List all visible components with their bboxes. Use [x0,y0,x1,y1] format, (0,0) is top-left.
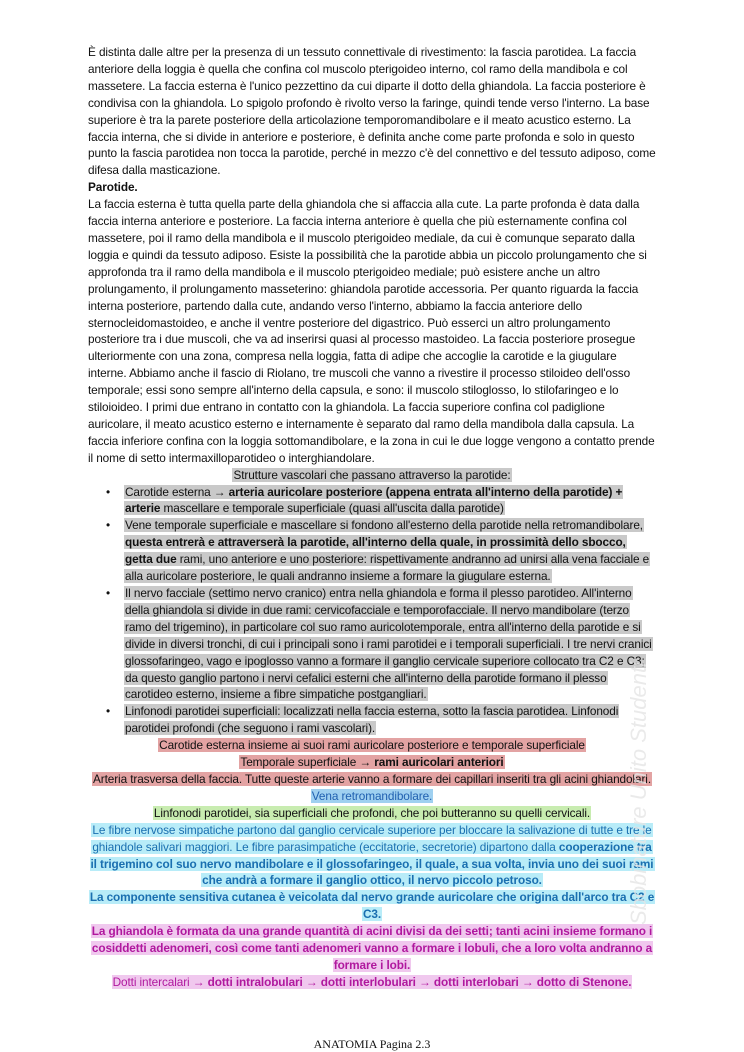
list-item [124,484,656,518]
red-line-3 [88,771,656,788]
intro-paragraph: È distinta dalle altre per la presenza di un tessuto connettivale di rivestimento: la fascia parotidea. La faccia anteriore della loggia è quella che confina col muscolo pterigoideo interno, col ramo della mandibola e col massetere. La faccia esterna è l'unico pezzettino da cui diparte il dotto della ghiandola. La faccia posteriore è condivisa con la ghiandola. Lo spigolo profondo è rivolto verso la faringe, quindi tende verso l'interno. La base superiore è tra la parete posteriore della articolazione temporomandibolare e il meato acustico esterno. La faccia interna, che si divide in anteriore e posteriore, è definita anche come parte profonda e solo in questo punto la fascia parotidea non tocca la parotide, perché in mezzo c'è del connettivo e del tessuto adiposo, come difesa dalla masticazione. [88,45,656,178]
list-item [124,585,656,703]
cyan-highlight: La componente sensitiva cutanea è veicolata dal nervo grande auricolare che origina dall'arco tra C2 e C3. [89,890,655,922]
list-item [124,703,656,737]
list-item-text: Carotide esterna → arteria auricolare posteriore (appena entrata all'interno della parotide) + arterie mascellare e temporale superficiale (quasi all'uscita dalla parotide) [125,484,623,516]
green-highlight: Linfonodi parotidei, sia superficiali che profondi, che poi butteranno su quelli cervicali. [153,805,591,820]
list-item-text: Linfonodi parotidei superficiali: localizzati nella faccia esterna, sotto la fascia parotidea. Linfonodi parotidei profondi (che seguono i rami vascolari). [125,704,619,736]
list-item [124,517,656,585]
parotide-paragraph: La faccia esterna è tutta quella parte della ghiandola che si affaccia alla cute. La parte profonda è data dalla faccia interna anteriore e posteriore. La faccia interna anteriore è quella che più esternamente confina col massetere, poi il ramo della mandibola e il muscolo pterigoideo mediale, da cui è comunque separato dalla loggia e quindi da tessuto adiposo. Esiste la possibilità che la parotide abbia un piccolo prolungamento che si approfonda tra il ramo della mandibola e il muscolo pterigoideo mediale; può esistere anche un altro prolungamento, il prolungamento masseterino: ghiandola parotide accessoria. Per quanto riguarda la faccia interna posteriore, partendo dalla cute, andando verso l'interno, abbiamo la faccia anteriore dello sternocleidomastoideo, e anche il ventre posteriore del digastrico. Può esserci un altro prolungamento posteriore tra i due muscoli, che va ad inserirsi quasi al processo mastoideo. La faccia posteriore prosegue ulteriormente con una zona, compresa nella loggia, fatta di adipe che accoglie la carotide e la giugulare interne. Abbiamo anche il fascio di Riolano, tre muscoli che vanno a rivestire il processo stiloideo dell'osso temporale; essi sono sempre all'interno della capsula, e sono: il muscolo stiloglosso, lo stilofaringeo e lo stiloioideo. I primi due entrano in contatto con la ghiandola. La faccia superiore confina col padiglione auricolare, il meato acustico esterno e internamente è separato dal ramo della mandibola dalla capsula. La faccia inferiore confina con la loggia sottomandibolare, e la zona in cui le due logge vengono a contatto prende il nome di setto intermaxilloparotideo o interghiandolare. [88,197,655,465]
red-line-2 [88,754,656,771]
list-item-text: Il nervo facciale (settimo nervo cranico) entra nella ghiandola e forma il plesso parotideo. All'interno della ghiandola si divide in due rami: cervicofacciale e temporofacciale. Il nervo mandibolare (terzo ramo del trigemino), in particolare col suo ramo auricolotemporale, entra all'interno della parotide e si divide in diversi tronchi, di cui i principali sono i rami parotidei e i temporali superficiali. I tre nervi cranici glossofaringeo, vago e ipoglosso vanno a formare il ganglio cervicale superiore collocato tra C2 e C3; da questo ganglio partono i nervi cefalici esterni che all'interno della parotide formano il plesso carotideo esterno, insieme a fibre simpatiche postgangliari. [125,586,652,702]
watermark [612,560,662,930]
structures-heading: Strutture vascolari che passano attraverso la parotide: [233,467,511,482]
watermark-text: Sbobinature Unito Studenti [626,662,651,925]
red-highlight: Carotide esterna insieme ai suoi rami auricolare posteriore e temporale superficiale [159,738,585,753]
section-title: Parotide. [88,180,138,195]
structures-list [88,484,656,738]
red-line-1 [88,737,656,754]
red-highlight: Temporale superficiale → rami auricolari anteriori [240,755,504,770]
red-highlight: Arteria trasversa della faccia. Tutte queste arterie vanno a formare dei capillari inseriti tra gli acini ghiandolari. [92,771,651,786]
magenta-highlight: Dotti intercalari → dotti intralobulari → dotti interlobulari → dotti interlobari → dotto di Stenone. [112,974,632,989]
green-line [88,805,656,822]
page-footer: ANATOMIA Pagina 2.3 [313,1037,431,1051]
cyan-line-2 [88,889,656,923]
blue-highlight: Vena retromandibolare. [311,788,433,803]
structures-heading-line [88,467,656,484]
document-body [88,44,656,991]
magenta-line [88,974,656,991]
cyan-highlight: Le fibre nervose simpatiche partono dal ganglio cervicale superiore per bloccare la salivazione di tutte e tre le ghiandole salivari maggiori. Le fibre parasimpatiche (eccitatorie, secretorie) dipartono dalla cooperazione tra il trigemino col suo nervo mandibolare e il glossofaringeo, il quale, a sua volta, invia uno dei suoi rami che andrà a formare il ganglio ottico, il nervo piccolo petroso. [90,822,654,888]
blue-line [88,788,656,805]
magenta-paragraph [88,923,656,974]
cyan-paragraph [88,822,656,890]
list-item-text: Vene temporale superficiale e mascellare si fondono all'esterno della parotide nella retromandibolare, questa entrerà e attraverserà la parotide, all'interno della quale, in prossimità dello sbocco, getta due rami, uno anteriore e uno posteriore: rispettivamente andranno ad unirsi alla vena facciale e alla auricolare posteriore, le quali andranno insieme a formare la giugulare esterna. [125,518,650,584]
magenta-highlight: La ghiandola è formata da una grande quantità di acini divisi da dei setti; tanti acini insieme formano i cosiddetti adenomeri, così come tanti adenomeri vanno a formare i lobuli, che a loro volta andranno a formare i lobi. [91,924,653,972]
